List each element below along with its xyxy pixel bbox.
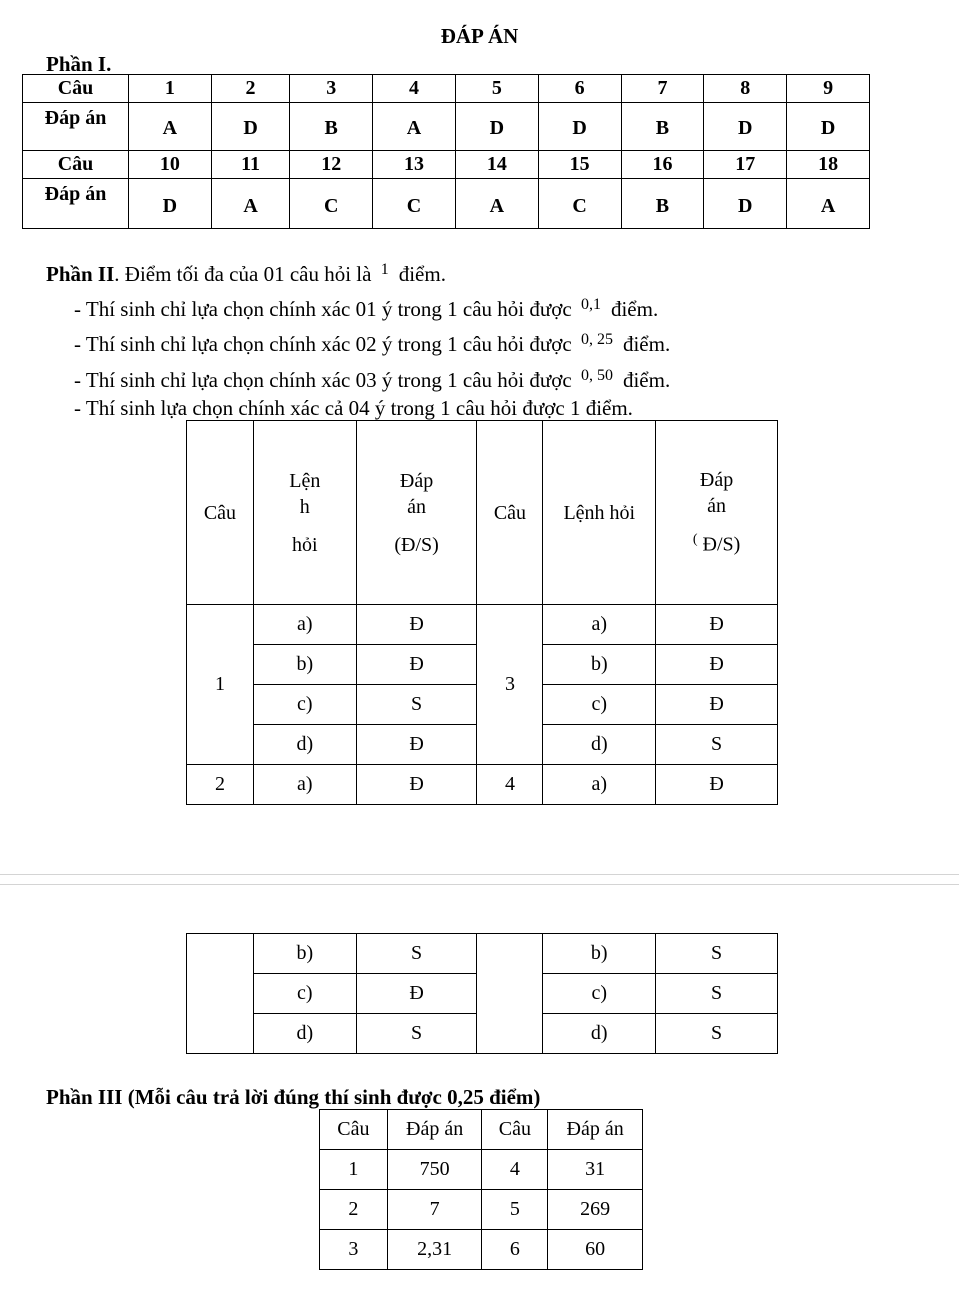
col-header: Câu xyxy=(482,1110,548,1150)
max-points: 1 xyxy=(380,261,389,278)
answer-cell: Đ xyxy=(656,685,778,725)
question-number: 15 xyxy=(538,151,621,179)
rule-points: 0, 25 xyxy=(580,331,613,348)
answer-cell: D xyxy=(704,103,787,151)
part2-heading-text: . Điểm tối đa của 01 câu hỏi là xyxy=(114,262,372,286)
answer-cell: C xyxy=(373,179,456,229)
question-number: 4 xyxy=(373,75,456,103)
sub-question: c) xyxy=(253,685,356,725)
table-cell: 1 xyxy=(320,1150,388,1190)
header-text: Đáp xyxy=(399,469,434,492)
col-header: Đáp án xyxy=(548,1110,643,1150)
table-cell: 31 xyxy=(548,1150,643,1190)
table-row xyxy=(320,1150,643,1190)
table-row xyxy=(23,179,870,229)
question-number: 9 xyxy=(787,75,870,103)
rule-text: - Thí sinh chỉ lựa chọn chính xác 02 ý trong 1 câu hỏi được xyxy=(74,332,572,356)
table-header-row xyxy=(187,421,778,605)
question-number: 10 xyxy=(129,151,212,179)
sub-question: d) xyxy=(543,725,656,765)
rule-points: 0,1 xyxy=(580,296,601,313)
merged-question-cell xyxy=(187,934,254,1054)
table-cell: 5 xyxy=(482,1190,548,1230)
scoring-rule xyxy=(74,367,670,393)
page-title: ĐÁP ÁN xyxy=(440,24,519,48)
answer-cell: S xyxy=(656,725,778,765)
col-header: Câu xyxy=(320,1110,388,1150)
table-row xyxy=(320,1230,643,1270)
answer-cell: C xyxy=(538,179,621,229)
table-cell: 2,31 xyxy=(387,1230,482,1270)
answer-cell: D xyxy=(787,103,870,151)
col-header-lenh-hoi: Lệnh hỏi xyxy=(543,421,656,605)
rule-text: - Thí sinh chỉ lựa chọn chính xác 01 ý trong 1 câu hỏi được xyxy=(74,297,572,321)
col-header-dap-an xyxy=(356,421,477,605)
question-number: 18 xyxy=(787,151,870,179)
answer-cell: B xyxy=(621,179,704,229)
answer-cell: B xyxy=(290,103,373,151)
part1-answer-table xyxy=(22,74,870,229)
answer-cell: Đ xyxy=(356,974,477,1014)
question-number: 13 xyxy=(373,151,456,179)
row-label-answer: Đáp án xyxy=(23,103,129,151)
unit: điểm. xyxy=(622,368,671,392)
answer-cell: D xyxy=(211,103,289,151)
answer-cell: Đ xyxy=(356,605,477,645)
row-label-question: Câu xyxy=(23,75,129,103)
answer-cell: Đ xyxy=(356,645,477,685)
table-cell: 4 xyxy=(482,1150,548,1190)
answer-cell: A xyxy=(211,179,289,229)
sub-question: c) xyxy=(543,685,656,725)
table-row xyxy=(23,151,870,179)
unit: điểm. xyxy=(398,262,446,286)
table-cell: 3 xyxy=(320,1230,388,1270)
scoring-rule xyxy=(74,331,670,357)
table-cell: 2 xyxy=(320,1190,388,1230)
answer-cell: A xyxy=(787,179,870,229)
question-number: 4 xyxy=(477,765,543,805)
answer-cell: Đ xyxy=(356,725,477,765)
question-number: 2 xyxy=(211,75,289,103)
col-header: Đáp án xyxy=(387,1110,482,1150)
answer-cell: S xyxy=(656,934,778,974)
table-row xyxy=(320,1190,643,1230)
unit: điểm. xyxy=(610,297,659,321)
sub-question: b) xyxy=(253,645,356,685)
sub-question: a) xyxy=(543,605,656,645)
question-number: 2 xyxy=(187,765,254,805)
sub-question: c) xyxy=(543,974,656,1014)
question-number: 3 xyxy=(477,605,543,765)
sub-question: b) xyxy=(253,934,356,974)
question-number: 3 xyxy=(290,75,373,103)
table-row xyxy=(187,765,778,805)
header-text: án xyxy=(407,495,427,518)
table-cell: 750 xyxy=(387,1150,482,1190)
sub-question: a) xyxy=(253,765,356,805)
row-label-question: Câu xyxy=(23,151,129,179)
sub-question: b) xyxy=(543,934,656,974)
answer-cell: A xyxy=(455,179,538,229)
question-number: 8 xyxy=(704,75,787,103)
answer-cell: S xyxy=(656,1014,778,1054)
table-row xyxy=(187,605,778,645)
answer-cell: Đ xyxy=(356,765,477,805)
table-row xyxy=(187,934,778,974)
sub-question: a) xyxy=(543,765,656,805)
answer-cell: S xyxy=(356,685,477,725)
answer-cell: D xyxy=(129,179,212,229)
part2-answer-table xyxy=(186,420,778,805)
question-number: 1 xyxy=(187,605,254,765)
rule-text: - Thí sinh chỉ lựa chọn chính xác 03 ý trong 1 câu hỏi được xyxy=(74,368,572,392)
row-label-answer: Đáp án xyxy=(23,179,129,229)
header-text: (Đ/S) xyxy=(394,533,439,556)
question-number: 6 xyxy=(538,75,621,103)
question-number: 17 xyxy=(704,151,787,179)
answer-cell: C xyxy=(290,179,373,229)
header-text: ( xyxy=(692,532,698,548)
sub-question: a) xyxy=(253,605,356,645)
table-cell: 60 xyxy=(548,1230,643,1270)
table-cell: 6 xyxy=(482,1230,548,1270)
question-number: 5 xyxy=(455,75,538,103)
header-text: Đáp xyxy=(699,469,734,492)
part2-answer-table-continued xyxy=(186,933,778,1054)
table-cell: 7 xyxy=(387,1190,482,1230)
sub-question: b) xyxy=(543,645,656,685)
table-row xyxy=(23,75,870,103)
sub-question: c) xyxy=(253,974,356,1014)
answer-cell: S xyxy=(356,934,477,974)
part2-heading-bold: Phần II xyxy=(46,262,115,286)
table-cell: 269 xyxy=(548,1190,643,1230)
answer-cell: A xyxy=(129,103,212,151)
answer-cell: Đ xyxy=(656,765,778,805)
scoring-rule xyxy=(74,296,658,322)
question-number: 7 xyxy=(621,75,704,103)
sub-question: d) xyxy=(543,1014,656,1054)
col-header-cau: Câu xyxy=(477,421,543,605)
answer-cell: D xyxy=(455,103,538,151)
header-text: h xyxy=(299,495,310,518)
header-text: hỏi xyxy=(292,533,318,556)
table-header-row xyxy=(320,1110,643,1150)
scoring-rule: - Thí sinh lựa chọn chính xác cả 04 ý trong 1 câu hỏi được 1 điểm. xyxy=(74,396,633,420)
part3-answer-table xyxy=(319,1109,643,1270)
part1-heading: Phần I. xyxy=(46,52,112,76)
answer-cell: Đ xyxy=(656,645,778,685)
header-text: Đ/S) xyxy=(702,533,741,556)
answer-cell: B xyxy=(621,103,704,151)
col-header-dap-an xyxy=(656,421,778,605)
part3-heading: Phần III (Mỗi câu trả lời đúng thí sinh được 0,25 điểm) xyxy=(46,1085,541,1109)
page-break-line xyxy=(0,884,959,885)
col-header-lenh-hoi xyxy=(253,421,356,605)
table-row xyxy=(23,103,870,151)
header-text: Lện xyxy=(289,469,321,492)
sub-question: d) xyxy=(253,725,356,765)
question-number: 14 xyxy=(455,151,538,179)
col-header-cau: Câu xyxy=(187,421,254,605)
answer-cell: A xyxy=(373,103,456,151)
sub-question: d) xyxy=(253,1014,356,1054)
answer-cell: D xyxy=(704,179,787,229)
question-number: 11 xyxy=(211,151,289,179)
question-number: 12 xyxy=(290,151,373,179)
answer-cell: Đ xyxy=(656,605,778,645)
rule-points: 0, 50 xyxy=(580,367,613,384)
answer-cell: D xyxy=(538,103,621,151)
question-number: 1 xyxy=(129,75,212,103)
answer-cell: S xyxy=(356,1014,477,1054)
header-text: án xyxy=(707,495,727,518)
answer-cell: S xyxy=(656,974,778,1014)
unit: điểm. xyxy=(622,332,671,356)
merged-question-cell xyxy=(477,934,543,1054)
part2-heading xyxy=(46,261,446,287)
question-number: 16 xyxy=(621,151,704,179)
page-break-line xyxy=(0,874,959,875)
